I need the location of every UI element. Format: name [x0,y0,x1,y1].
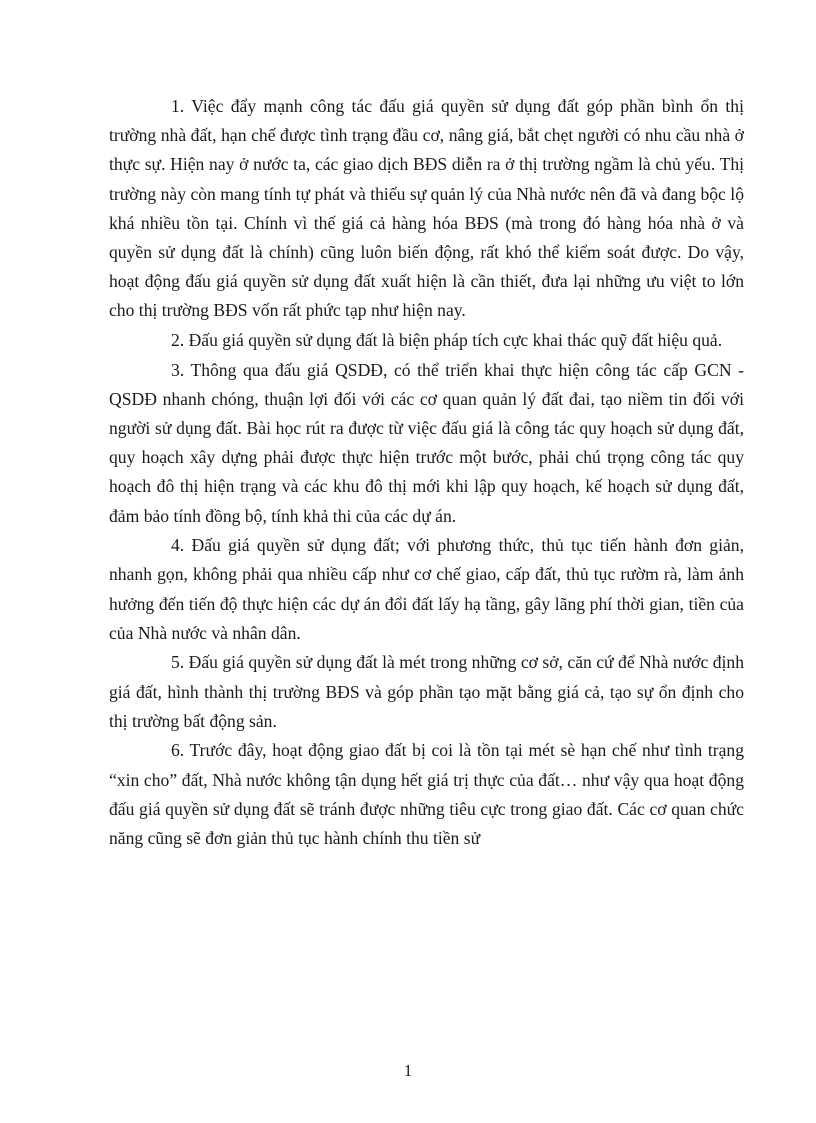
page-number: 1 [403,1061,413,1080]
paragraph-1: 1. Việc đẩy mạnh công tác đấu giá quyền sử dụng đất góp phần bình ổn thị trường nhà đất, hạn chế được tình trạng đầu cơ, nâng giá, bắt chẹt người có nhu cầu nhà ở thực sự. Hiện nay ở nước ta, các giao dịch BĐS diễn ra ở thị trường ngầm là chủ yếu. Thị trường này còn mang tính tự phát và thiếu sự quản lý của Nhà nước nên đã và đang bộc lộ khá nhiều tồn tại. Chính vì thế giá cả hàng hóa BĐS (mà trong đó hàng hóa nhà ở và quyền sử dụng đất là chính) cũng luôn biến động, rất khó thể kiểm soát được. Do vậy, hoạt động đấu giá quyền sử dụng đất xuất hiện là cần thiết, đưa lại những ưu việt to lớn cho thị trường BĐS vốn rất phức tạp như hiện nay. [109,96,744,321]
paragraph-3: 3. Thông qua đấu giá QSDĐ, có thể triển khai thực hiện công tác cấp GCN - QSDĐ nhanh chóng, thuận lợi đối với các cơ quan quản lý đất đai, tạo niềm tin đối với người sử dụng đất. Bài học rút ra được từ việc đấu giá là công tác quy hoạch sử dụng đất, quy hoạch xây dựng phải được thực hiện trước một bước, phải chú trọng công tác quy hoạch đô thị hiện trạng và các khu đô thị mới khi lập quy hoạch, kế hoạch sử dụng đất, đảm bảo tính đồng bộ, tính khả thi của các dự án. [109,359,744,526]
paragraph-4: 4. Đấu giá quyền sử dụng đất; với phương thức, thủ tục tiến hành đơn giản, nhanh gọn, không phải qua nhiều cấp như cơ chế giao, cấp đất, thủ tục rườm rà, làm ảnh hưởng đến tiến độ thực hiện các dự án đổi đất lấy hạ tầng, gây lãng phí thời gian, tiền của của Nhà nước và nhân dân. [109,535,744,643]
paragraph-5: 5. Đấu giá quyền sử dụng đất là mét trong những cơ sở, căn cứ để Nhà nước định giá đất, hình thành thị trường BĐS và góp phần tạo mặt bằng giá cả, tạo sự ổn định cho thị trường bất động sản. [109,652,744,731]
paragraph-2: 2. Đấu giá quyền sử dụng đất là biện pháp tích cực khai thác quỹ đất hiệu quả. [171,330,723,351]
document-body [109,92,744,854]
paragraph-6: 6. Trước đây, hoạt động giao đất bị coi là tồn tại mét sè hạn chế như tình trạng “xin cho” đất, Nhà nước không tận dụng hết giá trị thực của đất… như vậy qua hoạt động đấu giá quyền sử dụng đất sẽ tránh được những tiêu cực trong giao đất. Các cơ quan chức năng cũng sẽ đơn giản thủ tục hành chính thu tiền sử [109,740,744,849]
